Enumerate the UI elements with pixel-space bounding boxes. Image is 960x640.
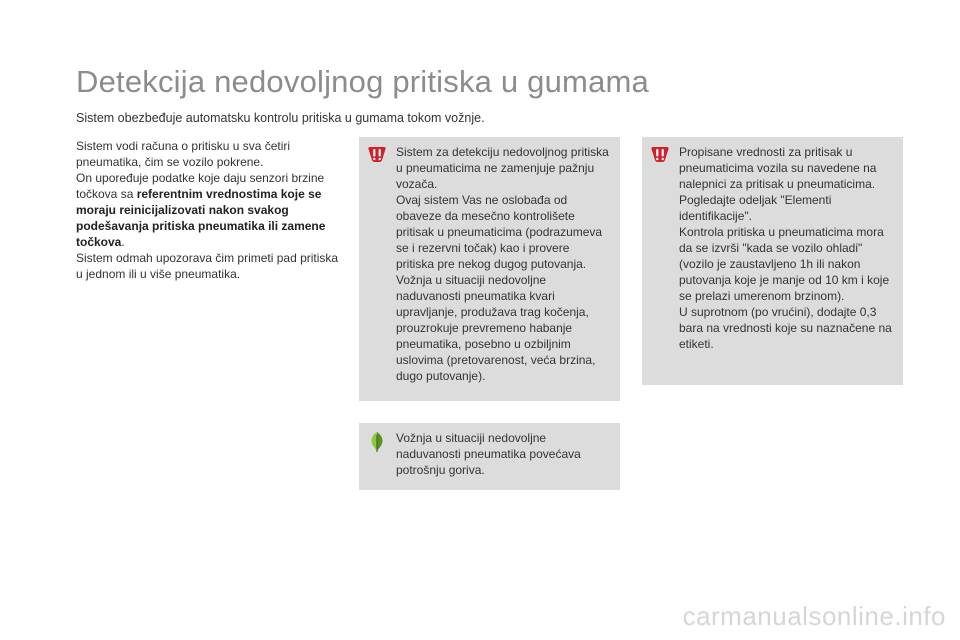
paragraph: Vožnja u situaciji nedovoljne naduvanosti pneumatika povećava potrošnju goriva. — [396, 431, 581, 477]
warning-text — [679, 144, 893, 352]
text-run: On upoređuje podatke koje daju senzori brzine točkova sa — [76, 171, 325, 201]
paragraph: Propisane vrednosti za pritisak u pneumaticima vozila su navedene na nalepnici za pritisak u pneumaticima. Pogledajte odeljak "Elementi identifikacije". — [679, 145, 877, 223]
intro-text: Sistem obezbeđuje automatsku kontrolu pritiska u gumama tokom vožnje. — [76, 111, 485, 125]
paragraph: Kontrola pritiska u pneumaticima mora da se izvrši "kada se vozilo ohladi" (vozilo je zaustavljeno 1h ili nakon putovanja koje je manje od 10 km i koje se prelazi umerenom brzinom). — [679, 225, 890, 303]
eco-tip-box — [359, 423, 620, 490]
warning-box — [642, 137, 903, 385]
paragraph: Ovaj sistem Vas ne oslobađa od obaveze da mesečno kontrolišete pritisak u pneumaticima (podrazumeva se i rezervni točak) kao i provere pritiska pre nekog dugog putovanja. — [396, 193, 603, 271]
warning-text — [396, 144, 610, 384]
eco-tip-text — [396, 430, 610, 478]
paragraph: Sistem odmah upozorava čim primeti pad pritiska u jednom ili u više pneumatika. — [76, 251, 339, 281]
page-title: Detekcija nedovoljnog pritiska u gumama — [76, 64, 649, 99]
eco-leaf-icon — [367, 431, 387, 451]
paragraph: Vožnja u situaciji nedovoljne naduvanosti pneumatika kvari upravljanje, produžava trag kočenja, prouzrokuje prevremeno habanje pneumatika, posebno u ozbiljnim uslovima (pretovarenost, veća brzina, dugo putovanje). — [396, 273, 596, 383]
text-run: . — [121, 235, 125, 249]
warning-icon — [367, 145, 387, 165]
paragraph: Sistem za detekciju nedovoljnog pritiska u pneumaticima ne zamenjuje pažnju vozača. — [396, 145, 609, 191]
paragraph — [76, 170, 346, 250]
paragraph: Sistem vodi računa o pritisku u sva četiri pneumatika, čim se vozilo pokrene. — [76, 139, 291, 169]
warning-icon — [650, 145, 670, 165]
paragraph: U suprotnom (po vrućini), dodajte 0,3 bara na vrednosti koje su naznačene na etiketi. — [679, 305, 892, 351]
bold-text-run: referentnim vrednostima koje se moraju reinicijalizovati nakon svakog podešavanja pritiska pneumatika ili zamene točkova — [76, 187, 326, 249]
warning-box — [359, 137, 620, 401]
main-text-column — [76, 138, 346, 282]
watermark: carmanualsonline.info — [682, 601, 946, 631]
